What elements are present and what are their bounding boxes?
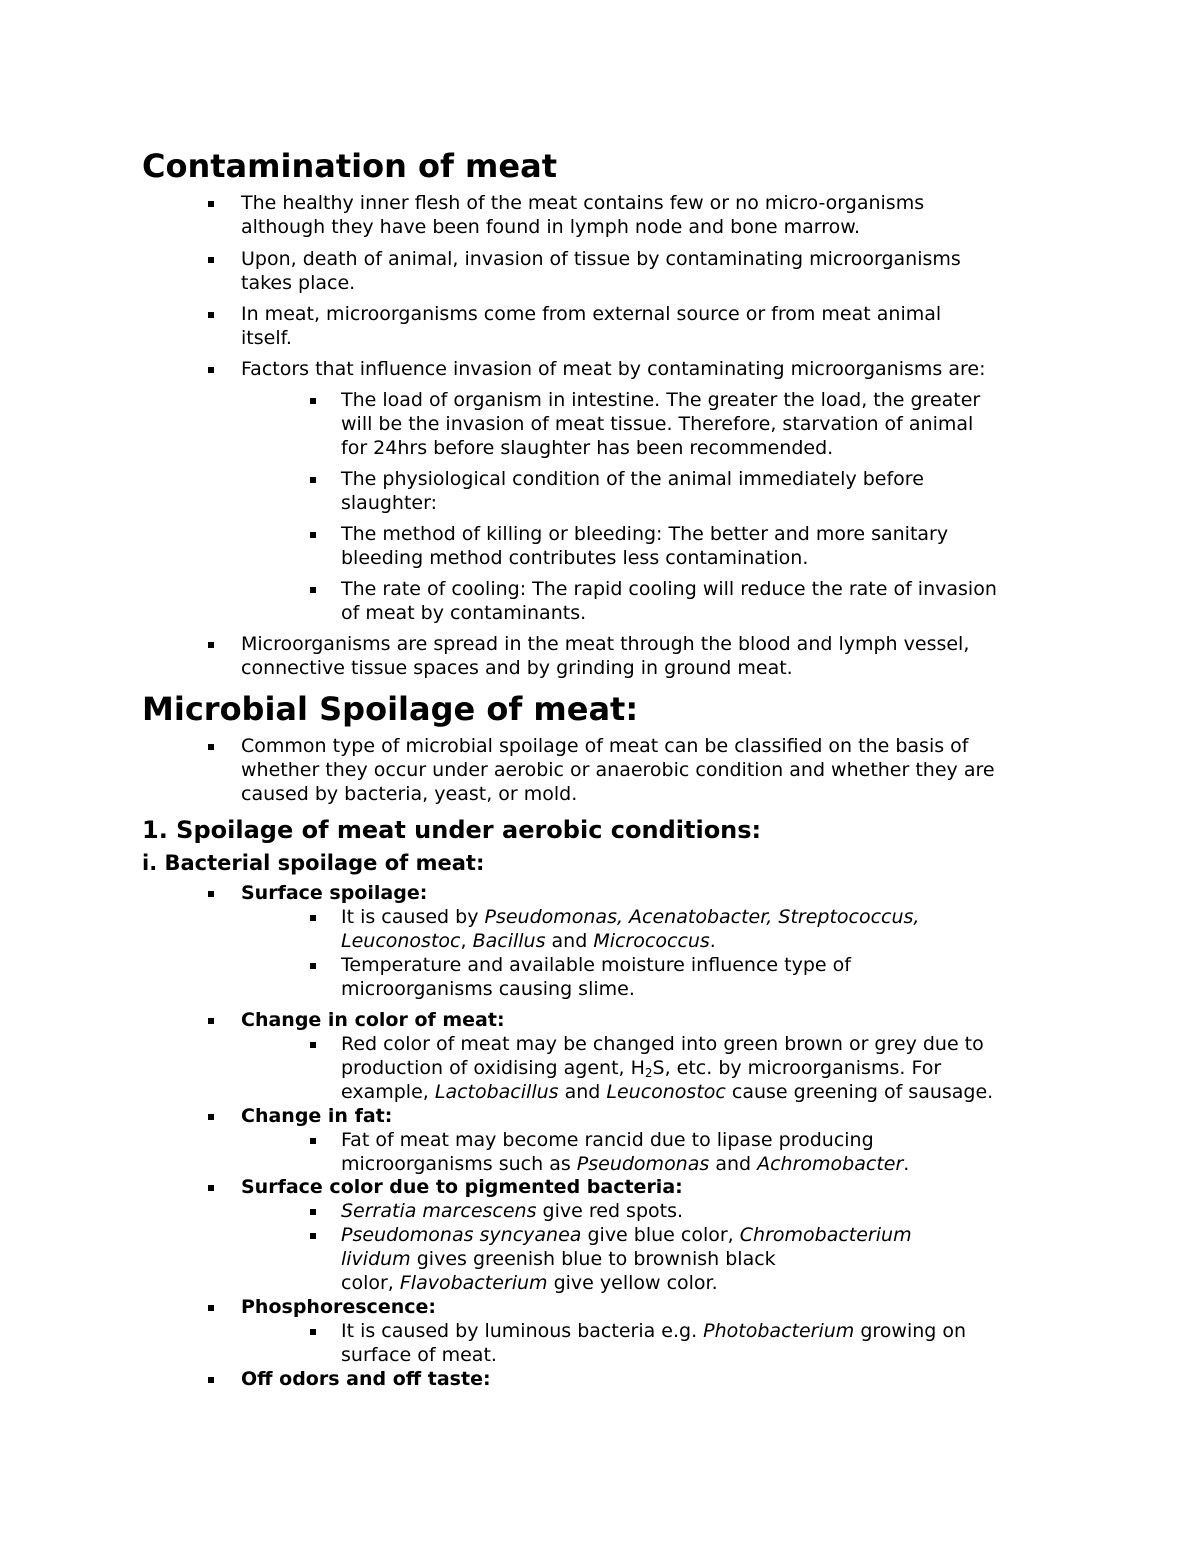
text-run: , xyxy=(460,930,473,952)
text-line xyxy=(341,905,1081,929)
organism-name: Chromobacterium xyxy=(739,1224,912,1246)
text-line: Factors that influence invasion of meat by contaminating microorganisms are: xyxy=(241,358,986,380)
text-run: It is caused by xyxy=(341,906,485,928)
sub-bullet-red-color xyxy=(341,1032,1081,1104)
text-line xyxy=(341,1199,1081,1223)
bullet-common-type xyxy=(241,734,1081,806)
text-run: give yellow color. xyxy=(547,1272,718,1294)
text-line: Microorganisms are spread in the meat through the blood and lymph vessel, xyxy=(241,633,970,655)
bullet-external-source xyxy=(241,302,1081,350)
bullet-surface-spoilage xyxy=(241,881,1081,905)
bullet-healthy-flesh xyxy=(241,191,1081,239)
text-line: Fat of meat may become rancid due to lipase producing xyxy=(341,1129,874,1151)
subscript: 2 xyxy=(644,1066,653,1080)
organism-name: Bacillus xyxy=(472,930,546,952)
bullet-label: Change in color of meat: xyxy=(241,1009,505,1031)
text-line: although they have been found in lymph node and bone marrow. xyxy=(241,216,861,238)
bullet-off-odors xyxy=(241,1367,1081,1391)
text-line: The load of organism in intestine. The greater the load, the greater xyxy=(341,389,981,411)
text-run: give blue color, xyxy=(581,1224,740,1246)
text-run: . xyxy=(709,930,716,952)
organism-name: Leuconostoc xyxy=(606,1081,726,1103)
text-line: bleeding method contributes less contamination. xyxy=(341,547,809,569)
text-line: The rate of cooling: The rapid cooling will reduce the rate of invasion xyxy=(341,578,997,600)
text-line: caused by bacteria, yeast, or mold. xyxy=(241,783,578,805)
sub-bullet-serratia xyxy=(341,1199,1081,1223)
sub-bullet-rate-of-cooling xyxy=(341,577,1081,625)
heading-bacterial-spoilage: i. Bacterial spoilage of meat: xyxy=(142,851,485,875)
text-line: The method of killing or bleeding: The better and more sanitary xyxy=(341,523,949,545)
bullet-factors xyxy=(241,357,1081,381)
text-run: give red spots. xyxy=(536,1200,684,1222)
text-line xyxy=(341,1080,1081,1104)
heading-aerobic-conditions: 1. Spoilage of meat under aerobic conditions: xyxy=(142,816,762,844)
sub-bullet-luminous-bacteria xyxy=(341,1319,1081,1367)
text-run: growing on xyxy=(854,1320,967,1342)
sub-bullet-temperature-moisture xyxy=(341,953,1081,1001)
organism-name: Pseudomonas syncyanea xyxy=(341,1224,582,1246)
text-line: Common type of microbial spoilage of meat can be classified on the basis of xyxy=(241,735,969,757)
bullet-label: Change in fat: xyxy=(241,1105,393,1127)
text-line: slaughter: xyxy=(341,492,437,514)
bullet-label: Surface spoilage: xyxy=(241,882,428,904)
text-line: itself. xyxy=(241,327,292,349)
sub-bullet-physiological-condition xyxy=(341,467,1081,515)
sub-bullet-fat-rancid xyxy=(341,1128,1081,1176)
text-run: cause greening of sausage. xyxy=(725,1081,994,1103)
organism-name: Photobacterium xyxy=(703,1320,855,1342)
text-line xyxy=(341,1247,1081,1271)
text-line xyxy=(341,1056,1081,1080)
text-line xyxy=(341,929,1081,953)
text-line: The physiological condition of the animal immediately before xyxy=(341,468,924,490)
sub-bullet-method-of-killing xyxy=(341,522,1081,570)
organism-name: Achromobacter xyxy=(757,1153,904,1175)
text-line: takes place. xyxy=(241,272,356,294)
text-line xyxy=(341,1223,1081,1247)
text-line xyxy=(341,1319,1081,1343)
organism-name: Flavobacterium xyxy=(399,1272,548,1294)
text-run: example, xyxy=(341,1081,435,1103)
organism-name: Leuconostoc xyxy=(341,930,461,952)
text-line: Upon, death of animal, invasion of tissue by contaminating microorganisms xyxy=(241,248,961,270)
bullet-label: Off odors and off taste: xyxy=(241,1368,491,1390)
text-line: Temperature and available moisture influence type of xyxy=(341,954,851,976)
text-line: whether they occur under aerobic or anaerobic condition and whether they are xyxy=(241,759,995,781)
heading-contamination-of-meat: Contamination of meat xyxy=(142,147,557,185)
bullet-change-in-color xyxy=(241,1008,1081,1032)
sub-bullet-pseudomonas-syncyanea xyxy=(341,1223,1081,1295)
text-run: . xyxy=(903,1153,910,1175)
text-run: S, etc. by microorganisms. For xyxy=(652,1057,942,1079)
bullet-death-of-animal xyxy=(241,247,1081,295)
organism-name: Serratia marcescens xyxy=(341,1200,537,1222)
text-line: microorganisms causing slime. xyxy=(341,978,635,1000)
text-run: production of oxidising agent, H xyxy=(341,1057,645,1079)
text-line: The healthy inner flesh of the meat contains few or no micro-organisms xyxy=(241,192,925,214)
text-run: and xyxy=(558,1081,607,1103)
text-line: of meat by contaminants. xyxy=(341,602,587,624)
sub-bullet-surface-caused-by xyxy=(341,905,1081,953)
heading-microbial-spoilage: Microbial Spoilage of meat: xyxy=(142,690,639,728)
text-line xyxy=(341,1152,1081,1176)
text-line: for 24hrs before slaughter has been recommended. xyxy=(341,437,834,459)
text-run: and xyxy=(545,930,594,952)
organism-name: Lactobacillus xyxy=(434,1081,559,1103)
organism-name: lividum xyxy=(341,1248,411,1270)
organism-names: Pseudomonas, Acenatobacter, Streptococcus, xyxy=(484,906,920,928)
text-line: connective tissue spaces and by grinding in ground meat. xyxy=(241,657,793,679)
bullet-label: Surface color due to pigmented bacteria: xyxy=(241,1176,683,1198)
text-line xyxy=(341,1271,1081,1295)
bullet-label: Phosphorescence: xyxy=(241,1296,436,1318)
text-run: It is caused by luminous bacteria e.g. xyxy=(341,1320,704,1342)
text-run: microorganisms such as xyxy=(341,1153,577,1175)
organism-name: Pseudomonas xyxy=(576,1153,710,1175)
organism-name: Micrococcus xyxy=(593,930,710,952)
text-run: and xyxy=(709,1153,758,1175)
text-line: surface of meat. xyxy=(341,1344,497,1366)
bullet-pigmented-bacteria xyxy=(241,1175,1081,1199)
bullet-change-in-fat xyxy=(241,1104,1081,1128)
bullet-phosphorescence xyxy=(241,1295,1081,1319)
text-line: will be the invasion of meat tissue. Therefore, starvation of animal xyxy=(341,413,974,435)
text-line: Red color of meat may be changed into green brown or grey due to xyxy=(341,1033,984,1055)
sub-bullet-load-of-organism xyxy=(341,388,1081,460)
text-line: In meat, microorganisms come from external source or from meat animal xyxy=(241,303,942,325)
text-run: color, xyxy=(341,1272,400,1294)
bullet-spread-in-meat xyxy=(241,632,1081,680)
text-run: gives greenish blue to brownish black xyxy=(410,1248,776,1270)
